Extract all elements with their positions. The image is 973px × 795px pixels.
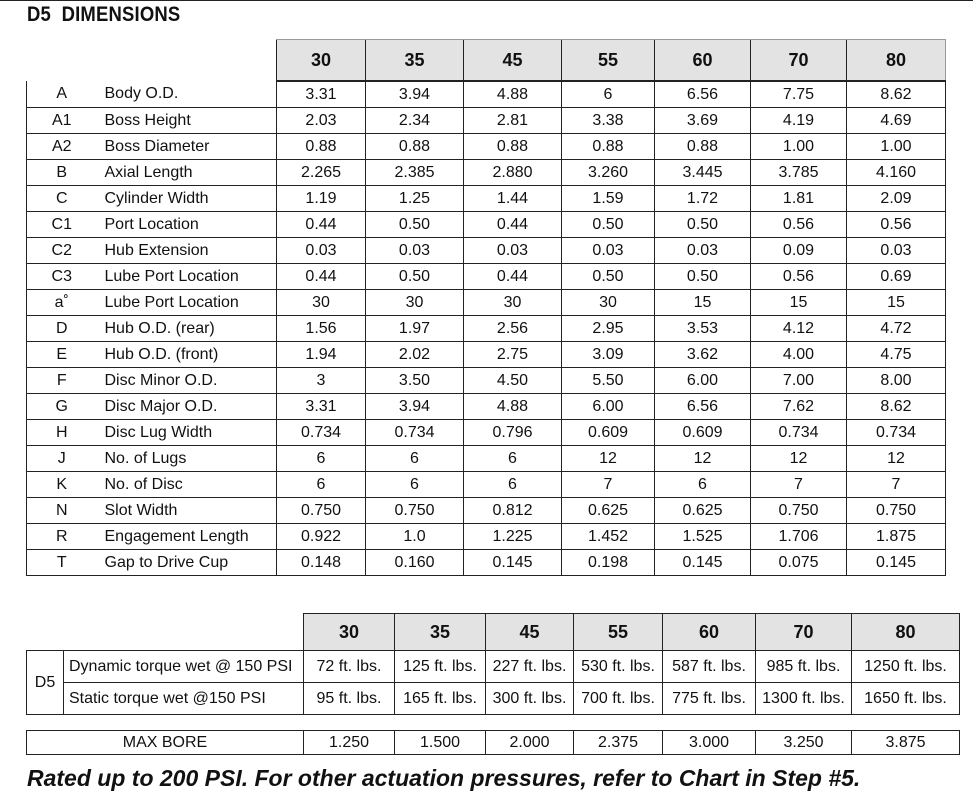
dimension-code: C2	[27, 238, 97, 264]
table-cell: 0.145	[655, 550, 751, 576]
table-cell: 4.50	[464, 368, 562, 394]
table-cell: 6	[366, 472, 464, 498]
table-cell: 1300 ft. lbs.	[756, 683, 852, 715]
table-cell: 1.59	[562, 186, 655, 212]
table-cell: 0.50	[655, 264, 751, 290]
table-cell: 0.50	[562, 264, 655, 290]
table-row	[27, 238, 946, 264]
table-cell: 1.0	[366, 524, 464, 550]
table-cell: 0.734	[751, 420, 847, 446]
table-cell: 6	[562, 81, 655, 108]
table-cell: 7.00	[751, 368, 847, 394]
size-header: 30	[304, 614, 395, 651]
table-cell: 12	[562, 446, 655, 472]
size-header: 35	[395, 614, 486, 651]
dimension-label: Engagement Length	[97, 524, 277, 550]
table-cell: 4.00	[751, 342, 847, 368]
table-cell: 0.922	[277, 524, 366, 550]
table-cell: 8.62	[847, 81, 946, 108]
table-cell: 4.75	[847, 342, 946, 368]
table-cell: 1.81	[751, 186, 847, 212]
table-cell: 12	[847, 446, 946, 472]
table-cell: 6	[464, 446, 562, 472]
table-cell: 0.03	[464, 238, 562, 264]
dimension-code: A	[27, 81, 97, 108]
dimension-code: C	[27, 186, 97, 212]
table-cell: 8.00	[847, 368, 946, 394]
table-cell: 530 ft. lbs.	[574, 651, 663, 683]
table-cell: 0.88	[655, 134, 751, 160]
table-cell: 3.445	[655, 160, 751, 186]
table-row	[27, 368, 946, 394]
dimension-code: A2	[27, 134, 97, 160]
table-row	[27, 81, 946, 108]
size-header: 70	[751, 40, 847, 82]
table-row	[27, 342, 946, 368]
table-cell: 3.875	[852, 731, 960, 755]
dimension-label: Lube Port Location	[97, 264, 277, 290]
footnote: Rated up to 200 PSI. For other actuation pressures, refer to Chart in Step #5.	[27, 765, 861, 791]
table-cell: 1.25	[366, 186, 464, 212]
table-cell: 7	[562, 472, 655, 498]
table-cell: 0.50	[655, 212, 751, 238]
dimension-label: Cylinder Width	[97, 186, 277, 212]
size-header: 80	[852, 614, 960, 651]
table-cell: 0.50	[562, 212, 655, 238]
table-cell: 2.375	[574, 731, 663, 755]
table-cell: 30	[464, 290, 562, 316]
table-cell: 2.56	[464, 316, 562, 342]
table-row	[27, 160, 946, 186]
table-cell: 15	[847, 290, 946, 316]
dimension-code: B	[27, 160, 97, 186]
table-cell: 2.81	[464, 108, 562, 134]
table-cell: 3.785	[751, 160, 847, 186]
max-bore-row	[27, 731, 960, 755]
dimension-code: D	[27, 316, 97, 342]
dimension-code: C1	[27, 212, 97, 238]
dimension-label: Boss Height	[97, 108, 277, 134]
table-cell: 72 ft. lbs.	[304, 651, 395, 683]
table-cell: 0.56	[751, 212, 847, 238]
dimension-code: J	[27, 446, 97, 472]
table-cell: 3.50	[366, 368, 464, 394]
table-cell: 0.734	[277, 420, 366, 446]
table-cell: 125 ft. lbs.	[395, 651, 486, 683]
torque-row-label: Static torque wet @150 PSI	[64, 683, 304, 715]
table-cell: 6	[655, 472, 751, 498]
table-cell: 1.00	[751, 134, 847, 160]
table-cell: 0.145	[464, 550, 562, 576]
table-cell: 2.000	[486, 731, 574, 755]
dimension-code: A1	[27, 108, 97, 134]
dimension-label: Port Location	[97, 212, 277, 238]
table-cell: 0.609	[562, 420, 655, 446]
table-cell: 0.750	[847, 498, 946, 524]
page-title: D5 DIMENSIONS	[27, 3, 181, 26]
table-cell: 700 ft. lbs.	[574, 683, 663, 715]
table-cell: 0.88	[277, 134, 366, 160]
size-header: 60	[663, 614, 756, 651]
dimension-label: Lube Port Location	[97, 290, 277, 316]
table-cell: 4.72	[847, 316, 946, 342]
table-cell: 30	[277, 290, 366, 316]
table-cell: 0.03	[366, 238, 464, 264]
table-cell: 227 ft. lbs.	[486, 651, 574, 683]
table-cell: 0.03	[562, 238, 655, 264]
table-cell: 1.706	[751, 524, 847, 550]
table-cell: 12	[655, 446, 751, 472]
table-cell: 0.750	[751, 498, 847, 524]
dimension-code: H	[27, 420, 97, 446]
table-row	[27, 290, 946, 316]
size-header: 35	[366, 40, 464, 82]
torque-model-code: D5	[27, 651, 64, 715]
torque-header-row	[27, 614, 960, 651]
table-cell: 985 ft. lbs.	[756, 651, 852, 683]
table-cell: 2.265	[277, 160, 366, 186]
table-cell: 6	[464, 472, 562, 498]
table-row	[27, 550, 946, 576]
size-header: 45	[486, 614, 574, 651]
table-cell: 1.19	[277, 186, 366, 212]
size-header: 55	[574, 614, 663, 651]
table-cell: 2.95	[562, 316, 655, 342]
table-cell: 0.03	[277, 238, 366, 264]
table-cell: 3.000	[663, 731, 756, 755]
dimension-code: G	[27, 394, 97, 420]
table-cell: 15	[655, 290, 751, 316]
table-cell: 0.625	[655, 498, 751, 524]
table-cell: 6	[277, 472, 366, 498]
dimension-label: Disc Major O.D.	[97, 394, 277, 420]
size-header: 30	[277, 40, 366, 82]
table-cell: 0.56	[751, 264, 847, 290]
table-row	[27, 134, 946, 160]
dimension-label: Disc Lug Width	[97, 420, 277, 446]
table-cell: 0.50	[366, 212, 464, 238]
table-cell: 0.750	[366, 498, 464, 524]
dimension-code: E	[27, 342, 97, 368]
table-cell: 0.44	[464, 264, 562, 290]
table-cell: 6.00	[655, 368, 751, 394]
table-row	[27, 472, 946, 498]
table-cell: 30	[366, 290, 464, 316]
dimension-label: Disc Minor O.D.	[97, 368, 277, 394]
table-cell: 7.75	[751, 81, 847, 108]
table-cell: 12	[751, 446, 847, 472]
table-cell: 1.00	[847, 134, 946, 160]
table-cell: 1.250	[304, 731, 395, 755]
table-cell: 3.69	[655, 108, 751, 134]
table-cell: 1.875	[847, 524, 946, 550]
table-cell: 6	[277, 446, 366, 472]
table-cell: 0.69	[847, 264, 946, 290]
table-cell: 8.62	[847, 394, 946, 420]
torque-table	[26, 613, 960, 715]
dimension-code: R	[27, 524, 97, 550]
size-header: 80	[847, 40, 946, 82]
table-cell: 0.88	[562, 134, 655, 160]
table-cell: 3.260	[562, 160, 655, 186]
table-cell: 0.198	[562, 550, 655, 576]
dimension-label: No. of Lugs	[97, 446, 277, 472]
table-cell: 3.53	[655, 316, 751, 342]
max-bore-table	[26, 730, 960, 755]
table-cell: 0.09	[751, 238, 847, 264]
table-row	[27, 264, 946, 290]
table-cell: 1650 ft. lbs.	[852, 683, 960, 715]
dimension-code: F	[27, 368, 97, 394]
torque-row-label: Dynamic torque wet @ 150 PSI	[64, 651, 304, 683]
table-row	[27, 498, 946, 524]
table-cell: 0.56	[847, 212, 946, 238]
size-header: 60	[655, 40, 751, 82]
table-cell: 0.075	[751, 550, 847, 576]
table-cell: 0.734	[847, 420, 946, 446]
table-cell: 5.50	[562, 368, 655, 394]
table-cell: 4.88	[464, 81, 562, 108]
table-cell: 0.44	[277, 264, 366, 290]
table-cell: 0.145	[847, 550, 946, 576]
table-cell: 0.160	[366, 550, 464, 576]
table-cell: 1250 ft. lbs.	[852, 651, 960, 683]
table-row	[27, 186, 946, 212]
table-cell: 0.03	[847, 238, 946, 264]
table-row	[27, 446, 946, 472]
dimension-label: Hub O.D. (rear)	[97, 316, 277, 342]
table-cell: 0.796	[464, 420, 562, 446]
table-cell: 3.38	[562, 108, 655, 134]
table-cell: 3	[277, 368, 366, 394]
dimension-label: Axial Length	[97, 160, 277, 186]
table-cell: 0.812	[464, 498, 562, 524]
table-cell: 2.03	[277, 108, 366, 134]
table-cell: 1.225	[464, 524, 562, 550]
table-cell: 3.94	[366, 394, 464, 420]
table-cell: 1.500	[395, 731, 486, 755]
table-cell: 7	[751, 472, 847, 498]
table-cell: 1.452	[562, 524, 655, 550]
dimension-label: Slot Width	[97, 498, 277, 524]
table-cell: 1.94	[277, 342, 366, 368]
table-row	[27, 420, 946, 446]
dimensions-table	[26, 39, 946, 576]
table-cell: 1.72	[655, 186, 751, 212]
table-cell: 2.880	[464, 160, 562, 186]
dimension-code: N	[27, 498, 97, 524]
table-row	[27, 212, 946, 238]
table-cell: 4.12	[751, 316, 847, 342]
dimension-label: Hub Extension	[97, 238, 277, 264]
table-cell: 0.50	[366, 264, 464, 290]
table-cell: 3.250	[756, 731, 852, 755]
table-cell: 0.625	[562, 498, 655, 524]
table-cell: 6.00	[562, 394, 655, 420]
table-cell: 775 ft. lbs.	[663, 683, 756, 715]
table-cell: 2.34	[366, 108, 464, 134]
table-cell: 3.62	[655, 342, 751, 368]
table-cell: 587 ft. lbs.	[663, 651, 756, 683]
dimension-label: Gap to Drive Cup	[97, 550, 277, 576]
table-cell: 4.69	[847, 108, 946, 134]
table-cell: 4.88	[464, 394, 562, 420]
dimension-code: C3	[27, 264, 97, 290]
table-cell: 1.525	[655, 524, 751, 550]
table-cell: 0.750	[277, 498, 366, 524]
table-cell: 165 ft. lbs.	[395, 683, 486, 715]
torque-row-static	[27, 683, 960, 715]
dimensions-header-row	[27, 40, 946, 82]
dimension-label: Hub O.D. (front)	[97, 342, 277, 368]
table-cell: 0.88	[366, 134, 464, 160]
table-cell: 3.31	[277, 394, 366, 420]
table-cell: 1.56	[277, 316, 366, 342]
table-row	[27, 108, 946, 134]
table-cell: 6.56	[655, 394, 751, 420]
dimension-label: No. of Disc	[97, 472, 277, 498]
dimension-label: Body O.D.	[97, 81, 277, 108]
table-cell: 2.02	[366, 342, 464, 368]
dimension-code: a˚	[27, 290, 97, 316]
size-header: 70	[756, 614, 852, 651]
table-cell: 7.62	[751, 394, 847, 420]
table-cell: 0.03	[655, 238, 751, 264]
dimension-code: K	[27, 472, 97, 498]
table-cell: 3.31	[277, 81, 366, 108]
table-cell: 30	[562, 290, 655, 316]
table-cell: 0.88	[464, 134, 562, 160]
table-cell: 2.09	[847, 186, 946, 212]
table-cell: 15	[751, 290, 847, 316]
table-cell: 4.19	[751, 108, 847, 134]
table-cell: 1.97	[366, 316, 464, 342]
table-cell: 2.75	[464, 342, 562, 368]
table-cell: 0.44	[277, 212, 366, 238]
table-cell: 4.160	[847, 160, 946, 186]
table-cell: 300 ft. lbs.	[486, 683, 574, 715]
size-header: 55	[562, 40, 655, 82]
max-bore-label: MAX BORE	[27, 731, 304, 755]
dimension-label: Boss Diameter	[97, 134, 277, 160]
table-cell: 95 ft. lbs.	[304, 683, 395, 715]
table-cell: 2.385	[366, 160, 464, 186]
table-cell: 0.44	[464, 212, 562, 238]
dimension-code: T	[27, 550, 97, 576]
table-cell: 6.56	[655, 81, 751, 108]
table-cell: 0.734	[366, 420, 464, 446]
table-row	[27, 316, 946, 342]
table-cell: 3.09	[562, 342, 655, 368]
size-header: 45	[464, 40, 562, 82]
table-cell: 1.44	[464, 186, 562, 212]
table-cell: 7	[847, 472, 946, 498]
top-rule	[0, 0, 973, 1]
table-cell: 0.148	[277, 550, 366, 576]
table-row	[27, 524, 946, 550]
table-cell: 6	[366, 446, 464, 472]
table-cell: 3.94	[366, 81, 464, 108]
table-cell: 0.609	[655, 420, 751, 446]
table-row	[27, 394, 946, 420]
torque-row-dynamic	[27, 651, 960, 683]
